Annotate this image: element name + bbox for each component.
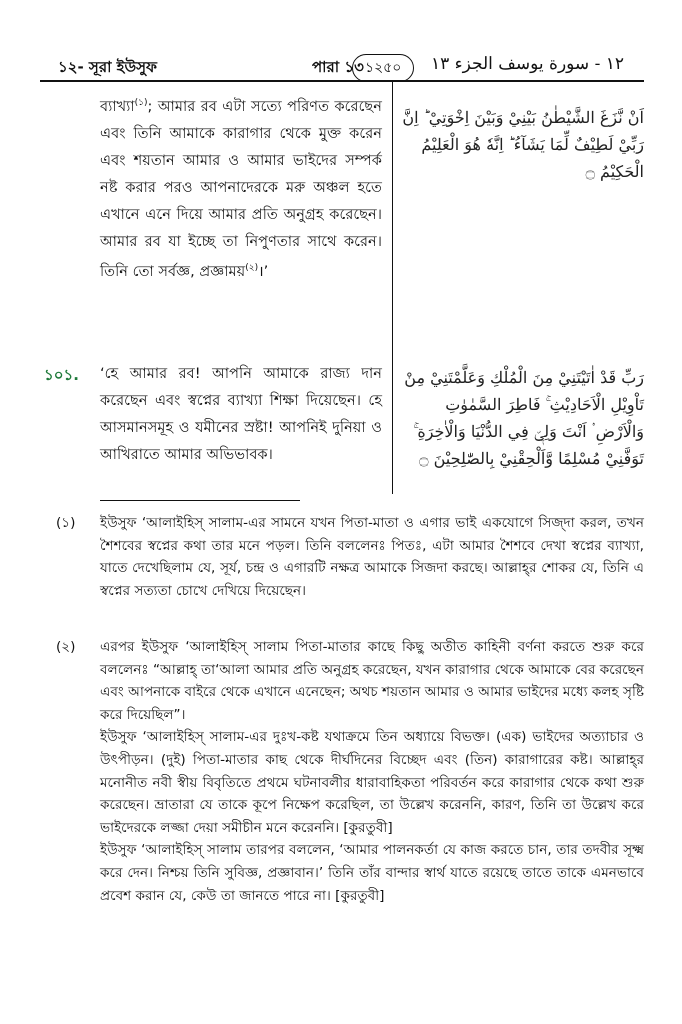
footnote-1-paragraph: ইউসুফ ‘আলাইহিস্ সালাম-এর সামনে যখন পিতা-মাতা ও এগার ভাই একযোগে সিজ্দা করল, তখন শৈশবের স্বপ্নের কথা তার মনে পড়ল। তিনি বললেনঃ পিতঃ, এটা আমার শৈশবে দেখা স্বপ্নের ব্যাখ্যা, যাতে দেখেছিলাম যে, সূর্য, চন্দ্র ও এগারটি নক্ষত্র আমাকে সিজদা করছে। আল্লাহ্‌র শোকর যে, তিনি এ স্বপ্নের সত্যতা চোখে দেখিয়ে দিয়েছেন। <box>100 515 644 599</box>
verse-100-arabic: اَنْ نَّزَغَ الشَّيْطٰنُ بَيْنِيْ وَبَيْنَ اِخْوَتِيْ ؕ اِنَّ رَبِّيْ لَطِيْفٌ لِّمَا يَشَآءُ ؕ اِنَّهٗ هُوَ الْعَلِيْمُ الْحَكِيْمُ ۝ <box>402 108 644 181</box>
surah-title-bengali: ১২- সূরা ইউসুফ <box>58 58 158 76</box>
page-header <box>40 52 644 80</box>
verse-100-translation <box>100 90 382 285</box>
footnote-1 <box>40 512 644 602</box>
footnote-2-paragraph: ইউসুফ ‘আলাইহিস্ সালাম তারপর বললেন, ‘আমার পালনকর্তা যে কাজ করতে চান, তার তদবীর সূক্ষ্ম করে দেন। নিশ্চয় তিনি সুবিজ্ঞ, প্রজ্ঞাবান।’ তিনি তাঁর বান্দার স্বার্থ যাতে রয়েছে তাতে তাকে এমনভাবে প্রবেশ করান যে, কেউ তা জানতে পারে না। [কুরতুবী] <box>100 842 645 904</box>
verse-101-arabic: رَبِّ قَدْ اٰتَيْتَنِيْ مِنَ الْمُلْكِ وَعَلَّمْتَنِيْ مِنْ تَاْوِيْلِ الْاَحَادِيْثِ ۚ فَاطِرَ السَّمٰوٰتِ وَالْاَرْضِ ۟ اَنْتَ وَلِيّٖ فِي الدُّنْيَا وَالْاٰخِرَةِ ۚ تَوَفَّنِيْ مُسْلِمًا وَّاَلْحِقْنِيْ بِالصّٰلِحِيْنَ ۝ <box>404 368 644 468</box>
surah-title-arabic: ١٢ - سورة يوسف الجزء ١٣ <box>430 54 624 74</box>
header-rule <box>40 80 644 82</box>
footnote-ref-2[interactable]: (২) <box>245 262 259 273</box>
verse-100-text-part2: ; আমার রব এটা সত্যে পরিণত করেছেন এবং তিনি আমাকে কারাগার থেকে মুক্ত করেন এবং শয়তান আমার ও আমার ভাইদের সম্পর্ক নষ্ট করার পরও আপনাদেরকে মরু অঞ্চল হতে এখানে এনে দিয়ে আমার প্রতি অনুগ্রহ করেছেন। আমার রব যা ইচ্ছে তা নিপুণতার সাথে করেন। তিনি তো সর্বজ্ঞ, প্রজ্ঞাময় <box>100 97 382 280</box>
verse-100-text-part3: ।’ <box>258 262 269 280</box>
footnote-2 <box>40 636 644 907</box>
verse-number-101: ১০১. <box>44 366 79 384</box>
footnote-1-mark: (১) <box>56 515 76 531</box>
footnote-2-mark: (২) <box>56 639 76 655</box>
verse-101-translation <box>100 360 382 468</box>
footnote-ref-1[interactable]: (১) <box>134 98 148 108</box>
verse-101-text: ‘হে আমার রব! আপনি আমাকে রাজ্য দান করেছেন এবং স্বপ্নের ব্যাখ্যা শিক্ষা দিয়েছেন। হে আসমানসমূহ ও যমীনের স্রষ্টা! আপনিই দুনিয়া ও আখিরাতে আমার অভিভাবক। <box>100 365 382 463</box>
para-label: পারা ১৩ <box>312 58 364 76</box>
footnote-2-paragraph: এরপর ইউসুফ ‘আলাইহিস্ সালাম পিতা-মাতার কাছে কিছু অতীত কাহিনী বর্ণনা করতে শুরু করে বললেনঃ “আল্লাহ্ তা‘আলা আমার প্রতি অনুগ্রহ করেছেন, যখন কারাগার থেকে আমাকে বের করেছেন এবং আপনাকে বাইরে থেকে এখানে এনেছেন; অথচ শয়তান আমার ও আমার ভাইদের মধ্যে কলহ সৃষ্টি করে দিয়েছিল”। <box>100 639 644 723</box>
footnote-separator <box>100 500 300 501</box>
page-number: ১২৫০ <box>352 54 414 82</box>
footnote-2-paragraph: ইউসুফ ‘আলাইহিস্ সালাম-এর দুঃখ-কষ্ট যথাক্রমে তিন অধ্যায়ে বিভক্ত। (এক) ভাইদের অত্যাচার ও উৎপীড়ন। (দুই) পিতা-মাতার কাছ থেকে দীর্ঘদিনের বিচ্ছেদ এবং (তিন) কারাগারের কষ্ট। আল্লাহ্‌র মনোনীত নবী স্বীয় বিবৃতিতে প্রথমে ঘটনাবলীর ধারাবাহিকতা পরিবর্তন করে কারাগার থেকে কথা শুরু করেছেন। ভ্রাতারা যে তাকে কূপে নিক্ষেপ করেছিল, তা উল্লেখ করেননি, কারণ, তিনি তা উল্লেখ করে ভাইদেরকে লজ্জা দেয়া সমীচীন মনে করেননি। [কুরতুবী] <box>100 729 644 836</box>
verse-100-text-part1: ব্যাখ্যা <box>100 97 135 115</box>
column-divider <box>392 82 393 494</box>
